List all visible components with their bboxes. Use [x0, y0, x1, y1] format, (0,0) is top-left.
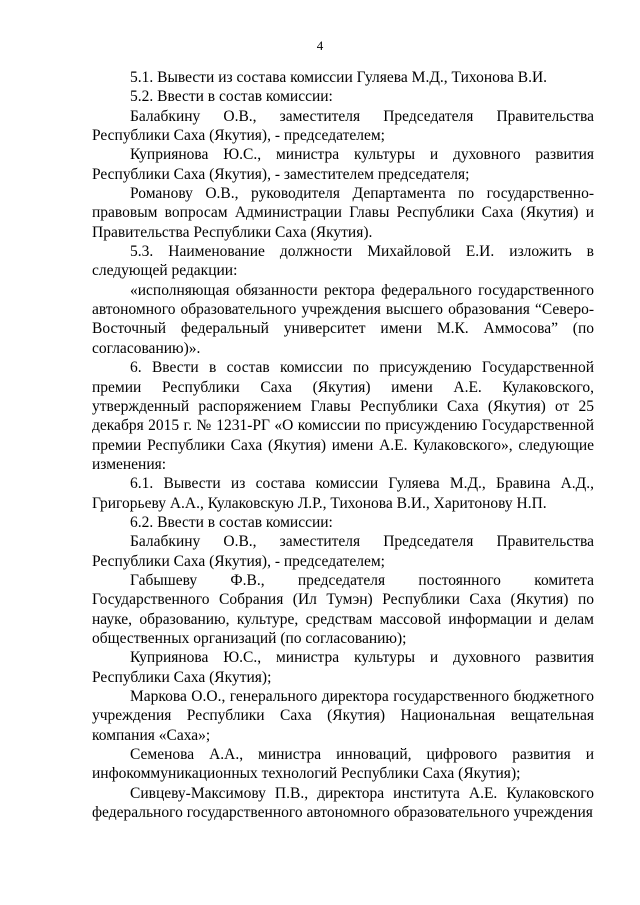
- document-body: [92, 68, 594, 822]
- clause-6-2: 6.2. Ввести в состав комиссии:: [130, 513, 333, 531]
- member-entry: Куприянова Ю.С., министра культуры и духовного развития Республики Саха (Якутия);: [92, 649, 594, 686]
- member-entry: Габышеву Ф.В., председателя постоянного комитета Государственного Собрания (Ил Тумэн) Республики Саха (Якутия) по науке, образованию, культуре, средствам массовой информации и делам общественных организаций (по согласованию);: [92, 571, 594, 647]
- clause-5-3: 5.3. Наименование должности Михайловой Е.И. изложить в следующей редакции:: [92, 243, 594, 280]
- member-entry: Балабкину О.В., заместителя Председателя Правительства Республики Саха (Якутия), - председателем;: [92, 107, 594, 145]
- quoted-position-title: «исполняющая обязанности ректора федерального государственного автономного образовательного учреждения высшего образования “Северо-Восточный федеральный университет имени М.К. Аммосова” (по согласованию)».: [92, 281, 594, 357]
- member-entry: Семенова А.А., министра инноваций, цифрового развития и инфокоммуникационных технологий Республики Саха (Якутия);: [92, 746, 594, 783]
- member-entry: Романову О.В., руководителя Департамента по государственно-правовым вопросам Администрации Главы Республики Саха (Якутия) и Правительства Республики Саха (Якутия).: [92, 185, 594, 241]
- clause-5-1: 5.1. Вывести из состава комиссии Гуляева М.Д., Тихонова В.И.: [130, 69, 548, 86]
- page-number: 4: [316, 38, 324, 53]
- member-entry: Маркова О.О., генерального директора государственного бюджетного учреждения Республики Саха (Якутия) Национальная вещательная компания «Саха»;: [92, 688, 594, 744]
- member-entry: Балабкину О.В., заместителя Председателя Правительства Республики Саха (Якутия), - председателем;: [92, 533, 594, 570]
- member-entry: Сивцеву-Максимову П.В., директора института А.Е. Кулаковского федерального государственного автономного образовательного учреждения: [92, 784, 594, 822]
- clause-6-1: 6.1. Вывести из состава комиссии Гуляева М.Д., Бравина А.Д., Григорьеву А.А., Кулаковскую Л.Р., Тихонова В.И., Харитонову Н.П.: [92, 475, 594, 512]
- member-entry: Куприянова Ю.С., министра культуры и духовного развития Республики Саха (Якутия), - заместителем председателя;: [92, 146, 594, 183]
- clause-5-2: 5.2. Ввести в состав комиссии:: [130, 88, 333, 106]
- clause-6: 6. Ввести в состав комиссии по присуждению Государственной премии Республики Саха (Якутия) имени А.Е. Кулаковского, утвержденный распоряжением Главы Республики Саха (Якутия) от 25 декабря 2015 г. № 1231-РГ «О комиссии по присуждению Государственной премии Республики Саха (Якутия) имени А.Е. Кулаковского», следующие изменения:: [92, 359, 594, 473]
